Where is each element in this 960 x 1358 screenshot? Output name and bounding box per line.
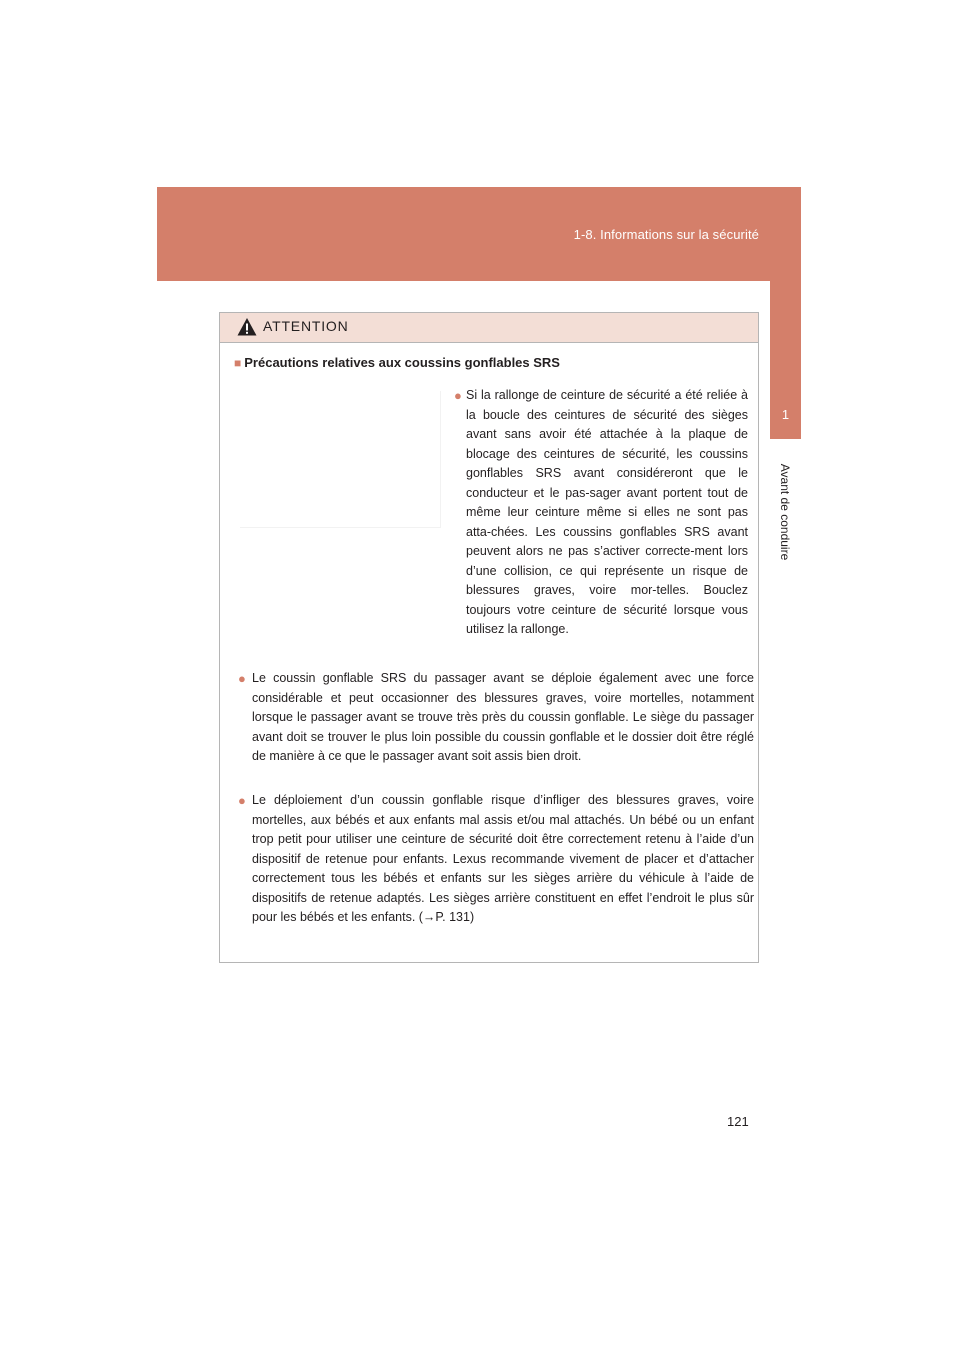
square-marker-icon: ■ xyxy=(234,356,242,370)
bullet-text: Le déploiement d’un coussin gonflable risque d’infliger des blessures graves, voire mortelles, aux bébés et aux enfants mal assis et/ou mal attachés. Un bébé ou un enfant trop petit pour utiliser une ceinture de sécurité doit être correctement retenu à l’aide d’un dispositif de retenue pour enfants. Lexus recommande vivement de placer et d’attacher correctement tous les bébés et enfants sur les sièges arrière du véhicule à l’aide de dispositifs de retenue adaptés. Les sièges arrière constituent en effet l’endroit le plus sûr pour les bébés et les enfants. (→P. 131) xyxy=(252,793,754,924)
section-heading-text: Précautions relatives aux coussins gonflables SRS xyxy=(244,355,560,370)
page-number: 121 xyxy=(727,1114,749,1129)
bullet-text: Si la rallonge de ceinture de sécurité a été reliée à la boucle des ceintures de sécurité des sièges avant sans avoir été attachée à la plaque de blocage des ceintures de sécurité, les coussins gonflables SRS avant considéreront que le conducteur et le pas-sager avant portent tout de même leur ceinture même si elles ne sont pas atta-chées. Les coussins gonflables SRS avant peuvent alors ne pas s’activer correcte-ment lors d’une collision, ce qui représente un risque de blessures graves, voire mor-telles. Bouclez toujours votre ceinture de sécurité lorsque vous utilisez la rallonge. xyxy=(466,388,748,636)
chapter-label: Avant de conduire xyxy=(778,463,792,561)
chapter-number: 1 xyxy=(781,407,790,422)
chapter-tab xyxy=(770,187,801,439)
warning-triangle-icon xyxy=(237,317,257,337)
warning-box xyxy=(219,312,759,963)
illustration-placeholder xyxy=(240,391,441,528)
section-title: 1-8. Informations sur la sécurité xyxy=(573,227,759,242)
chapter-label-container xyxy=(768,447,802,577)
warning-title: ATTENTION xyxy=(263,318,349,334)
bullet-dot-icon: ● xyxy=(238,671,246,686)
warning-header xyxy=(220,313,758,343)
warning-bullet xyxy=(238,669,754,767)
bullet-text: Le coussin gonflable SRS du passager avant se déploie également avec une force considérable et peut occasionner des blessures graves, voire mortelles, notamment lorsque le passager avant se trouve très près du coussin gonflable. Le siège du passager avant doit se trouver le plus loin possible du coussin gonflable et le dossier doit être réglé de manière à ce que le passager avant soit assis bien droit. xyxy=(252,671,754,763)
warning-bullet xyxy=(238,791,754,928)
warning-bullet xyxy=(454,386,748,640)
bullet-dot-icon: ● xyxy=(238,793,246,808)
section-heading xyxy=(234,355,560,370)
chapter-header-band xyxy=(157,187,801,281)
bullet-dot-icon: ● xyxy=(454,388,462,403)
